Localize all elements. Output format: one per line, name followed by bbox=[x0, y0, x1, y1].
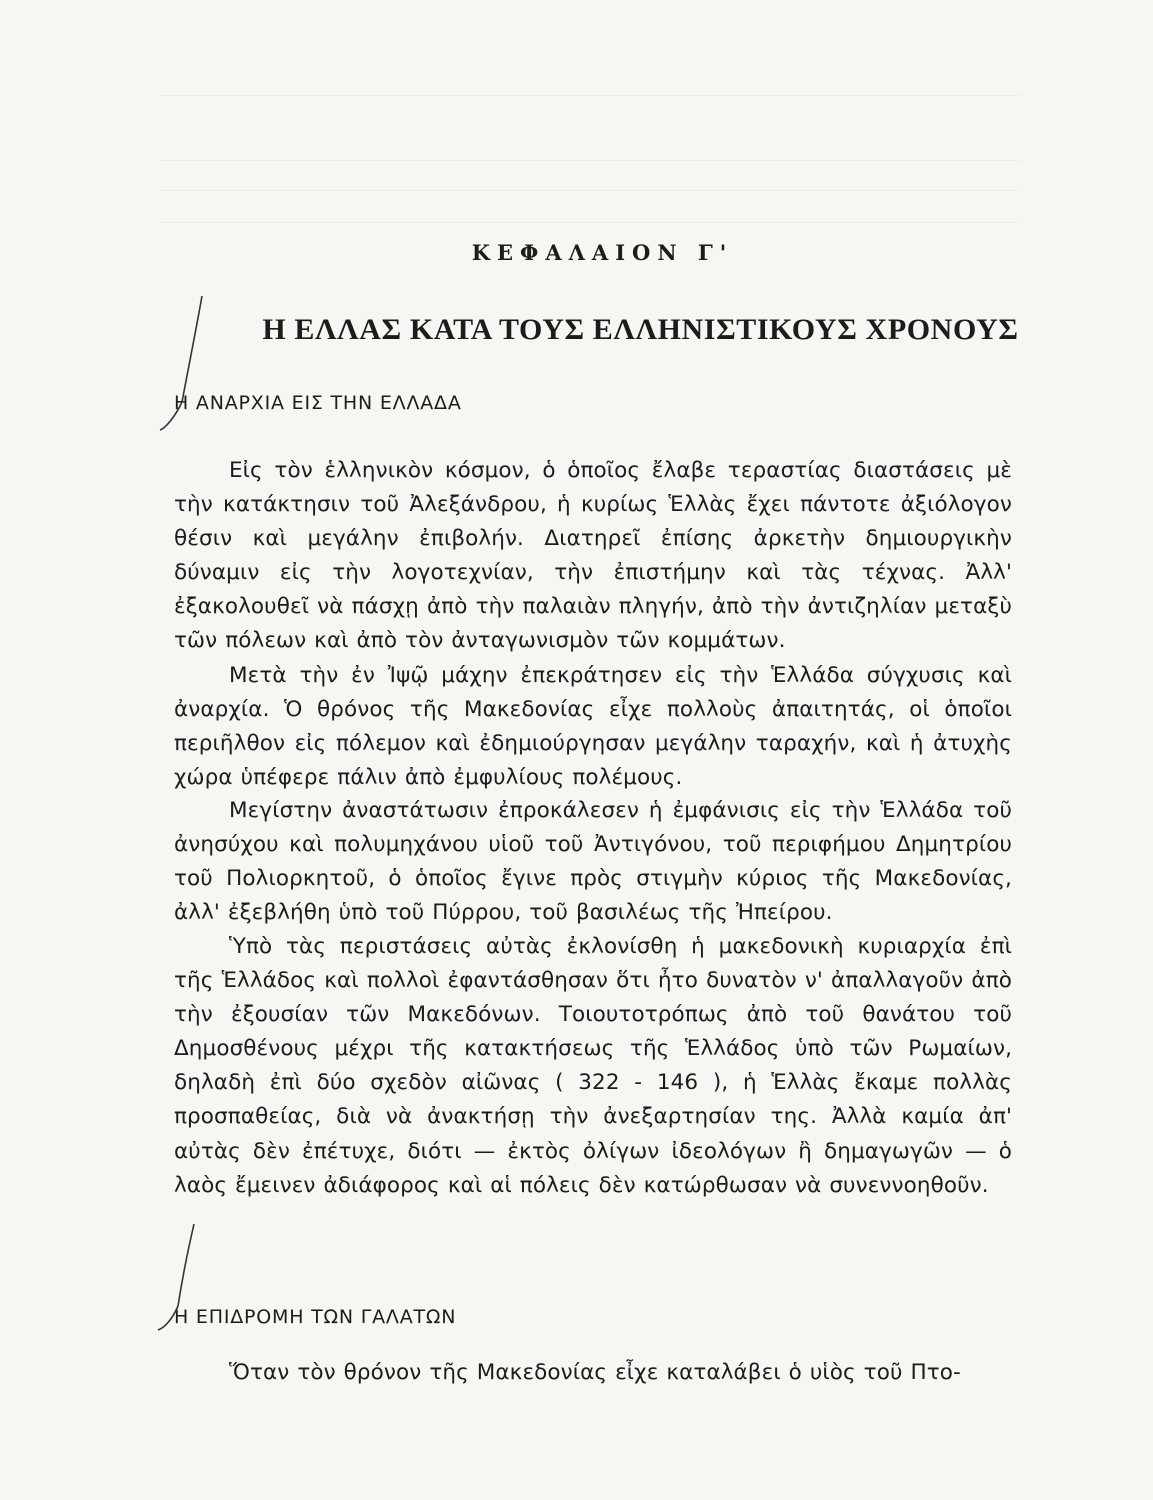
bleed-through-line bbox=[160, 222, 1020, 223]
paragraph: Ὅταν τὸν θρόνον τῆς Μακεδονίας εἶχε καταλάβει ὁ υἱὸς τοῦ Πτο- bbox=[229, 1360, 961, 1385]
section-heading-anarchy: Η ΑΝΑΡΧΙΑ ΕΙΣ ΤΗΝ ΕΛΛΑΔΑ bbox=[174, 392, 462, 414]
paragraph: Εἰς τὸν ἑλληνικὸν κόσμον, ὁ ὁποῖος ἔλαβε τεραστίας διαστάσεις μὲ τὴν κατάκτησιν τοῦ Ἀλεξάνδρου, ἡ κυρίως Ἑλλὰς ἔχει πάντοτε ἀξιόλογον θέσιν καὶ μεγάλην ἐπιβολήν. Διατηρεῖ ἐπίσης ἀρκετὴν δημιουργικὴν δύναμιν εἰς τὴν λογοτεχνίαν, τὴν ἐπιστήμην καὶ τὰς τέχνας. Ἀλλ' ἐξακολουθεῖ νὰ πάσχῃ ἀπὸ τὴν παλαιὰν πληγήν, ἀπὸ τὴν ἀντιζηλίαν μεταξὺ τῶν πόλεων καὶ ἀπὸ τὸν ἀνταγωνισμὸν τῶν κομμάτων. bbox=[174, 458, 1012, 654]
paragraph: Μεγίστην ἀναστάτωσιν ἐπροκάλεσεν ἡ ἐμφάνισις εἰς τὴν Ἑλλάδα τοῦ ἀνησύχου καὶ πολυμηχάνου υἱοῦ τοῦ Ἀντιγόνου, τοῦ περιφήμου Δημητρίου τοῦ Πολιορκητοῦ, ὁ ὁποῖος ἔγινε πρὸς στιγμὴν κύριος τῆς Μακεδονίας, ἀλλ' ἐξεβλήθη ὑπὸ τοῦ Πύρρου, τοῦ βασιλέως τῆς Ἠπείρου. bbox=[174, 798, 1012, 926]
chapter-title: Η ΕΛΛΑΣ ΚΑΤΑ ΤΟΥΣ ΕΛΛΗΝΙΣΤΙΚΟΥΣ ΧΡΟΝΟΥΣ bbox=[262, 313, 1019, 346]
bleed-through-line bbox=[160, 190, 1020, 191]
pen-mark-icon bbox=[158, 290, 218, 440]
chapter-label: ΚΕΦΑΛΑΙΟΝ Γ' bbox=[471, 240, 734, 265]
pen-mark-icon bbox=[156, 1220, 216, 1340]
paragraph: Ὑπὸ τὰς περιστάσεις αὐτὰς ἐκλονίσθη ἡ μακεδονικὴ κυριαρχία ἐπὶ τῆς Ἑλλάδος καὶ πολλοὶ ἐφαντάσθησαν ὅτι ἦτο δυνατὸν ν' ἀπαλλαγοῦν ἀπὸ τὴν ἐξουσίαν τῶν Μακεδόνων. Τοιουτοτρόπως ἀπὸ τοῦ θανάτου τοῦ Δημοσθένους μέχρι τῆς κατακτήσεως τῆς Ἑλλάδος ὑπὸ τῶν Ρωμαίων, δηλαδὴ ἐπὶ δύο σχεδὸν αἰῶνας ( 322 - 146 ), ἡ Ἑλλὰς ἔκαμε πολλὰς προσπαθείας, διὰ νὰ ἀνακτήσῃ τὴν ἀνεξαρτησίαν της. Ἀλλὰ καμία ἀπ' αὐτὰς δὲν ἐπέτυχε, διότι — ἐκτὸς ὀλίγων ἰδεολόγων ἢ δημαγωγῶν — ὁ λαὸς ἔμεινεν ἀδιάφορος καὶ αἱ πόλεις δὲν κατώρθωσαν νὰ συνεννοηθοῦν. bbox=[174, 934, 1012, 1198]
paragraph: Μετὰ τὴν ἐν Ἰψῷ μάχην ἐπεκράτησεν εἰς τὴν Ἑλλάδα σύγχυσις καὶ ἀναρχία. Ὁ θρόνος τῆς Μακεδονίας εἶχε πολλοὺς ἀπαιτητάς, οἱ ὁποῖοι περιῆλθον εἰς πόλεμον καὶ ἐδημιούργησαν μεγάλην ταραχήν, καὶ ἡ ἀτυχὴς χώρα ὑπέφερε πάλιν ἀπὸ ἐμφυλίους πολέμους. bbox=[174, 663, 1012, 791]
bleed-through-line bbox=[160, 95, 1020, 96]
bleed-through-line bbox=[160, 160, 1020, 161]
section-heading-gauls: Η ΕΠΙΔΡΟΜΗ ΤΩΝ ΓΑΛΑΤΩΝ bbox=[174, 1306, 457, 1328]
